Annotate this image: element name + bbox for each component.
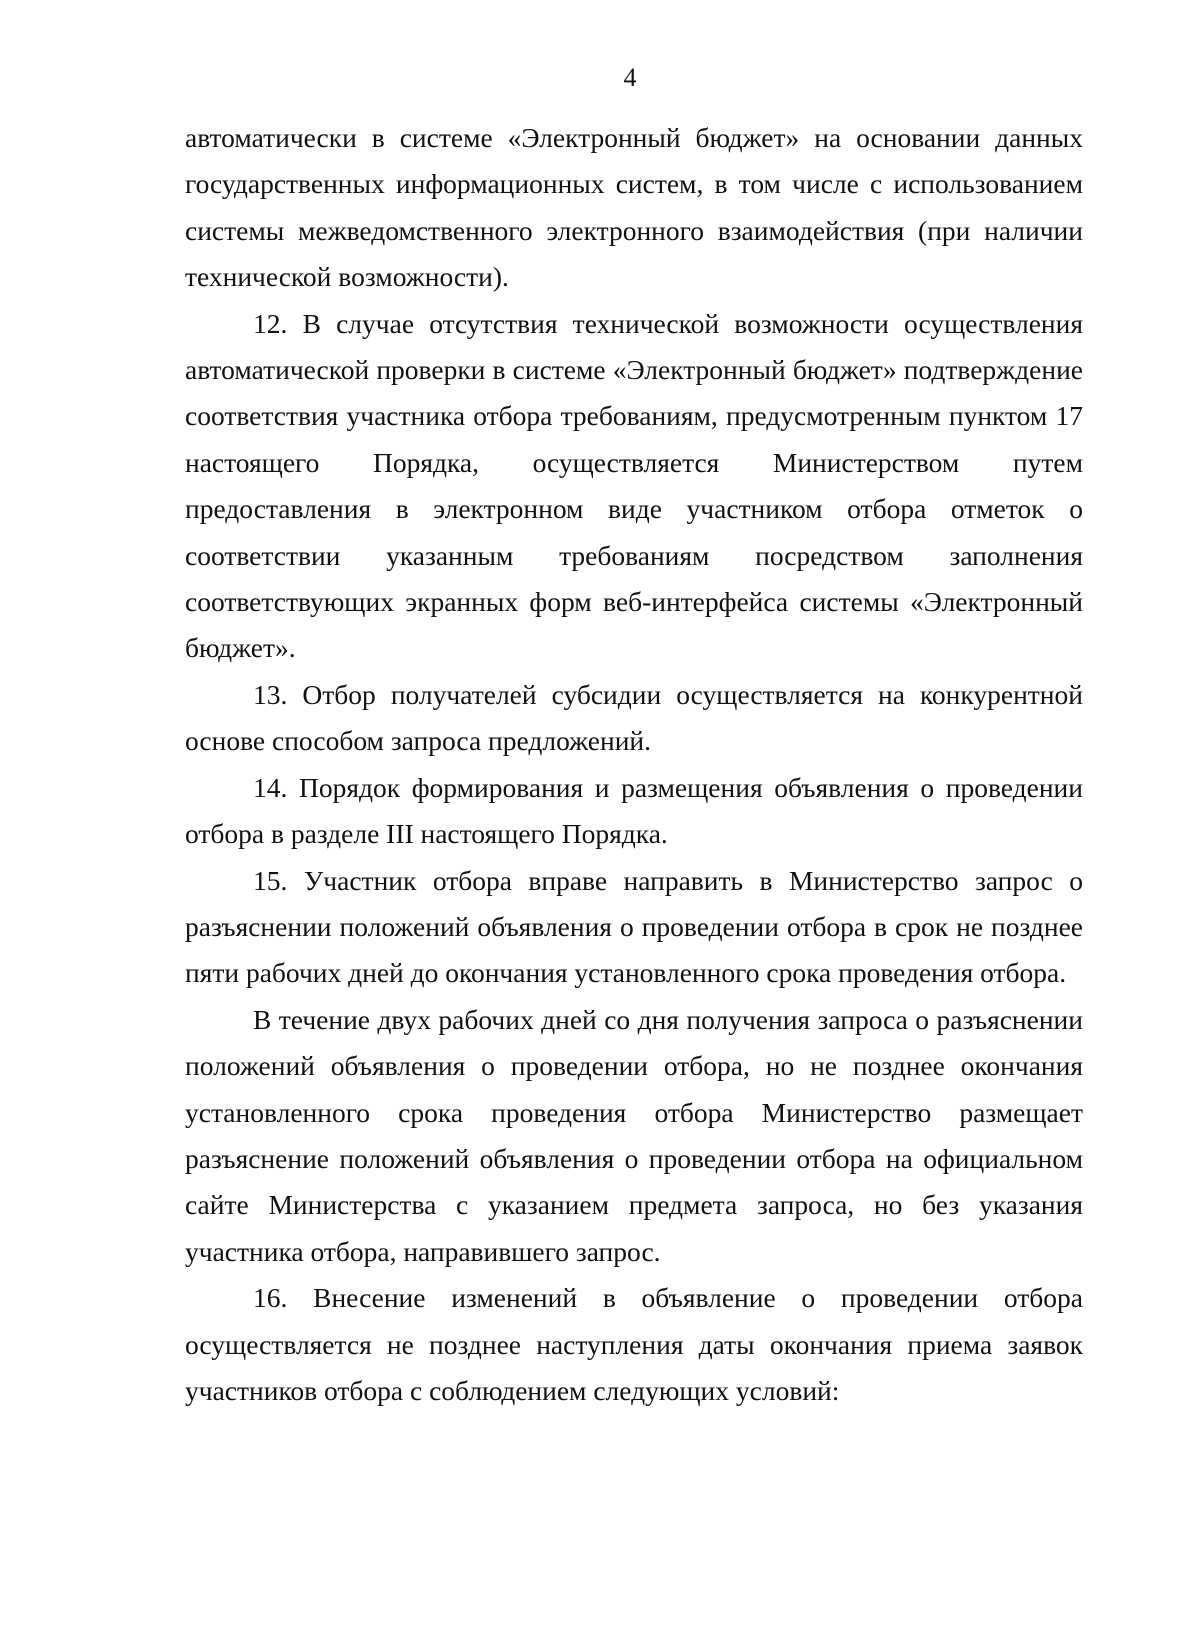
page-number: 4 [623,63,637,92]
paragraph-13: 13. Отбор получателей субсидии осуществляется на конкурентной основе способом запроса предложений. [185,678,1083,757]
paragraph-14: 14. Порядок формирования и размещения объявления о проведении отбора в разделе III настоящего Порядка. [185,771,1083,850]
paragraph-15-clarification: В течение двух рабочих дней со дня получения запроса о разъяснении положений объявления о проведении отбора, но не позднее окончания установленного срока проведения отбора Министерство размещает разъяснение положений объявления о проведении отбора на официальном сайте Министерства с указанием предмета запроса, но без указания участника отбора, направившего запрос. [185,1003,1083,1267]
paragraph-continuation: автоматически в системе «Электронный бюджет» на основании данных государственных информационных систем, в том числе с использованием системы межведомственного электронного взаимодействия (при наличии технической возможности). [185,122,1083,293]
document-body [185,115,1083,1414]
paragraph-12: 12. В случае отсутствия технической возможности осуществления автоматической проверки в системе «Электронный бюджет» подтверждение соответствия участника отбора требованиям, предусмотренным пунктом 17 настоящего Порядка, осуществляется Министерством путем предоставления в электронном виде участником отбора отметок о соответствии указанным требованиям посредством заполнения соответствующих экранных форм веб-интерфейса системы «Электронный бюджет». [185,307,1083,664]
paragraph-16: 16. Внесение изменений в объявление о проведении отбора осуществляется не позднее наступления даты окончания приема заявок участников отбора с соблюдением следующих условий: [185,1282,1083,1406]
paragraph-15: 15. Участник отбора вправе направить в Министерство запрос о разъяснении положений объявления о проведении отбора в срок не позднее пяти рабочих дней до окончания установленного срока проведения отбора. [185,864,1083,989]
